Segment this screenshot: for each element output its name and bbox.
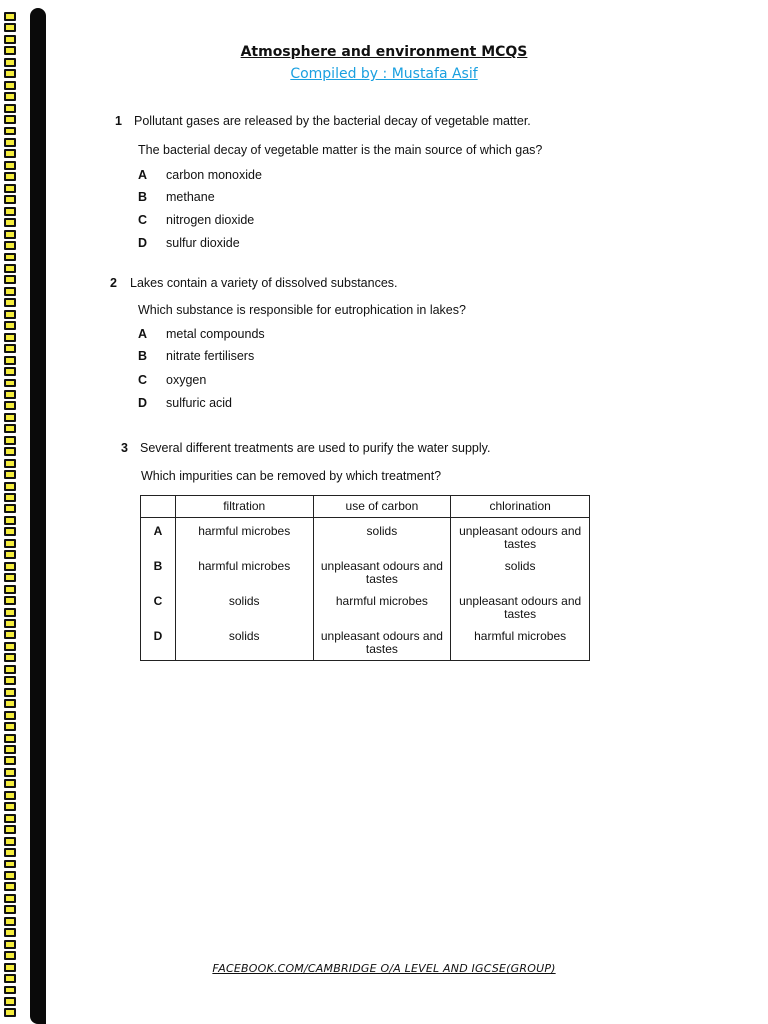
chain-link-decoration (4, 298, 16, 307)
chain-link-decoration (4, 630, 16, 639)
option-letter: D (138, 236, 148, 250)
question-intro: Pollutant gases are released by the bacterial decay of vegetable matter. (134, 114, 531, 128)
chain-link-decoration (4, 986, 16, 995)
chain-link-decoration (4, 138, 16, 147)
chain-link-decoration (4, 333, 16, 342)
table-cell: solids (313, 518, 451, 553)
question-number: 3 (121, 441, 128, 455)
chain-link-decoration (4, 585, 16, 594)
chain-link-decoration (4, 264, 16, 273)
chain-link-decoration (4, 459, 16, 468)
chain-link-decoration (4, 848, 16, 857)
row-letter: A (141, 518, 176, 553)
option-text: nitrate fertilisers (166, 349, 255, 363)
chain-link-decoration (4, 424, 16, 433)
table-header-cell: filtration (175, 496, 313, 518)
table-cell: harmful microbes (313, 588, 451, 623)
chain-link-decoration (4, 436, 16, 445)
chain-link-decoration (4, 207, 16, 216)
chain-link-decoration (4, 837, 16, 846)
chain-link-decoration (4, 149, 16, 158)
chain-link-decoration (4, 825, 16, 834)
chain-link-decoration (4, 493, 16, 502)
chain-link-decoration (4, 894, 16, 903)
chain-link-decoration (4, 367, 16, 376)
chain-link-decoration (4, 745, 16, 754)
chain-link-decoration (4, 172, 16, 181)
chain-link-decoration (4, 275, 16, 284)
chain-link-decoration (4, 711, 16, 720)
question-prompt: Which substance is responsible for eutrophication in lakes? (138, 303, 466, 317)
table-cell: unpleasant odours and tastes (313, 623, 451, 661)
chain-link-decoration (4, 35, 16, 44)
chain-link-decoration (4, 608, 16, 617)
chain-link-decoration (4, 81, 16, 90)
chain-link-decoration (4, 230, 16, 239)
chain-link-decoration (4, 917, 16, 926)
option-text: sulfuric acid (166, 396, 232, 410)
chain-link-decoration (4, 756, 16, 765)
question-number: 1 (115, 114, 122, 128)
chain-border-decoration (0, 12, 20, 1020)
chain-link-decoration (4, 321, 16, 330)
table-row (141, 588, 590, 623)
option-text: sulfur dioxide (166, 236, 240, 250)
chain-link-decoration (4, 928, 16, 937)
chain-link-decoration (4, 734, 16, 743)
row-letter: D (141, 623, 176, 661)
chain-link-decoration (4, 539, 16, 548)
chain-link-decoration (4, 12, 16, 21)
table-row (141, 623, 590, 661)
chain-link-decoration (4, 550, 16, 559)
question-prompt: The bacterial decay of vegetable matter is the main source of which gas? (138, 143, 543, 157)
row-letter: C (141, 588, 176, 623)
footer-group-link[interactable]: FACEBOOK.COM/CAMBRIDGE O/A LEVEL AND IGCSE(GROUP) (212, 962, 556, 975)
option-text: metal compounds (166, 327, 265, 341)
chain-link-decoration (4, 195, 16, 204)
row-letter: B (141, 553, 176, 588)
chain-link-decoration (4, 882, 16, 891)
chain-link-decoration (4, 482, 16, 491)
chain-link-decoration (4, 940, 16, 949)
chain-link-decoration (4, 768, 16, 777)
page-title: Atmosphere and environment MCQS (240, 44, 528, 60)
chain-link-decoration (4, 722, 16, 731)
chain-link-decoration (4, 596, 16, 605)
table-header-cell: use of carbon (313, 496, 451, 518)
chain-link-decoration (4, 379, 16, 388)
question-prompt: Which impurities can be removed by which treatment? (141, 469, 442, 483)
chain-link-decoration (4, 92, 16, 101)
chain-link-decoration (4, 562, 16, 571)
table-row (141, 553, 590, 588)
chain-link-decoration (4, 1008, 16, 1017)
chain-link-decoration (4, 676, 16, 685)
chain-link-decoration (4, 310, 16, 319)
chain-link-decoration (4, 413, 16, 422)
table-cell: solids (451, 553, 590, 588)
question-intro: Several different treatments are used to purify the water supply. (140, 441, 491, 455)
chain-link-decoration (4, 791, 16, 800)
chain-link-decoration (4, 241, 16, 250)
option-letter: B (138, 190, 148, 204)
option-letter: C (138, 213, 148, 227)
chain-link-decoration (4, 184, 16, 193)
table-header-cell (141, 496, 176, 518)
option-text: oxygen (166, 373, 207, 387)
table-cell: harmful microbes (451, 623, 590, 661)
table-header-cell: chlorination (451, 496, 590, 518)
table-cell: solids (175, 623, 313, 661)
table-cell: unpleasant odours and tastes (313, 553, 451, 588)
chain-link-decoration (4, 974, 16, 983)
question-number: 2 (110, 276, 117, 290)
chain-link-decoration (4, 23, 16, 32)
chain-link-decoration (4, 653, 16, 662)
chain-link-decoration (4, 470, 16, 479)
page-subtitle: Compiled by : Mustafa Asif (290, 66, 478, 82)
chain-link-decoration (4, 527, 16, 536)
option-letter: C (138, 373, 148, 387)
option-text: carbon monoxide (166, 168, 262, 182)
page-border-strip (30, 8, 46, 1024)
chain-link-decoration (4, 997, 16, 1006)
chain-link-decoration (4, 218, 16, 227)
chain-link-decoration (4, 104, 16, 113)
chain-link-decoration (4, 344, 16, 353)
chain-link-decoration (4, 665, 16, 674)
table-cell: harmful microbes (175, 518, 313, 553)
table-row (141, 518, 590, 553)
chain-link-decoration (4, 401, 16, 410)
chain-link-decoration (4, 619, 16, 628)
table-header-row (141, 496, 590, 518)
table-cell: unpleasant odours and tastes (451, 588, 590, 623)
chain-link-decoration (4, 447, 16, 456)
option-text: nitrogen dioxide (166, 213, 255, 227)
chain-link-decoration (4, 253, 16, 262)
chain-link-decoration (4, 642, 16, 651)
chain-link-decoration (4, 779, 16, 788)
chain-link-decoration (4, 814, 16, 823)
option-letter: B (138, 349, 148, 363)
chain-link-decoration (4, 504, 16, 513)
chain-link-decoration (4, 356, 16, 365)
option-letter: A (138, 327, 148, 341)
option-letter: D (138, 396, 148, 410)
chain-link-decoration (4, 127, 16, 136)
option-text: methane (166, 190, 215, 204)
chain-link-decoration (4, 699, 16, 708)
chain-link-decoration (4, 860, 16, 869)
chain-link-decoration (4, 951, 16, 960)
chain-link-decoration (4, 688, 16, 697)
chain-link-decoration (4, 905, 16, 914)
chain-link-decoration (4, 161, 16, 170)
chain-link-decoration (4, 871, 16, 880)
chain-link-decoration (4, 802, 16, 811)
question-intro: Lakes contain a variety of dissolved substances. (130, 276, 398, 290)
treatment-table (140, 495, 590, 661)
chain-link-decoration (4, 573, 16, 582)
option-letter: A (138, 168, 148, 182)
table-cell: unpleasant odours and tastes (451, 518, 590, 553)
table-cell: solids (175, 588, 313, 623)
chain-link-decoration (4, 287, 16, 296)
chain-link-decoration (4, 115, 16, 124)
table-cell: harmful microbes (175, 553, 313, 588)
chain-link-decoration (4, 516, 16, 525)
chain-link-decoration (4, 390, 16, 399)
